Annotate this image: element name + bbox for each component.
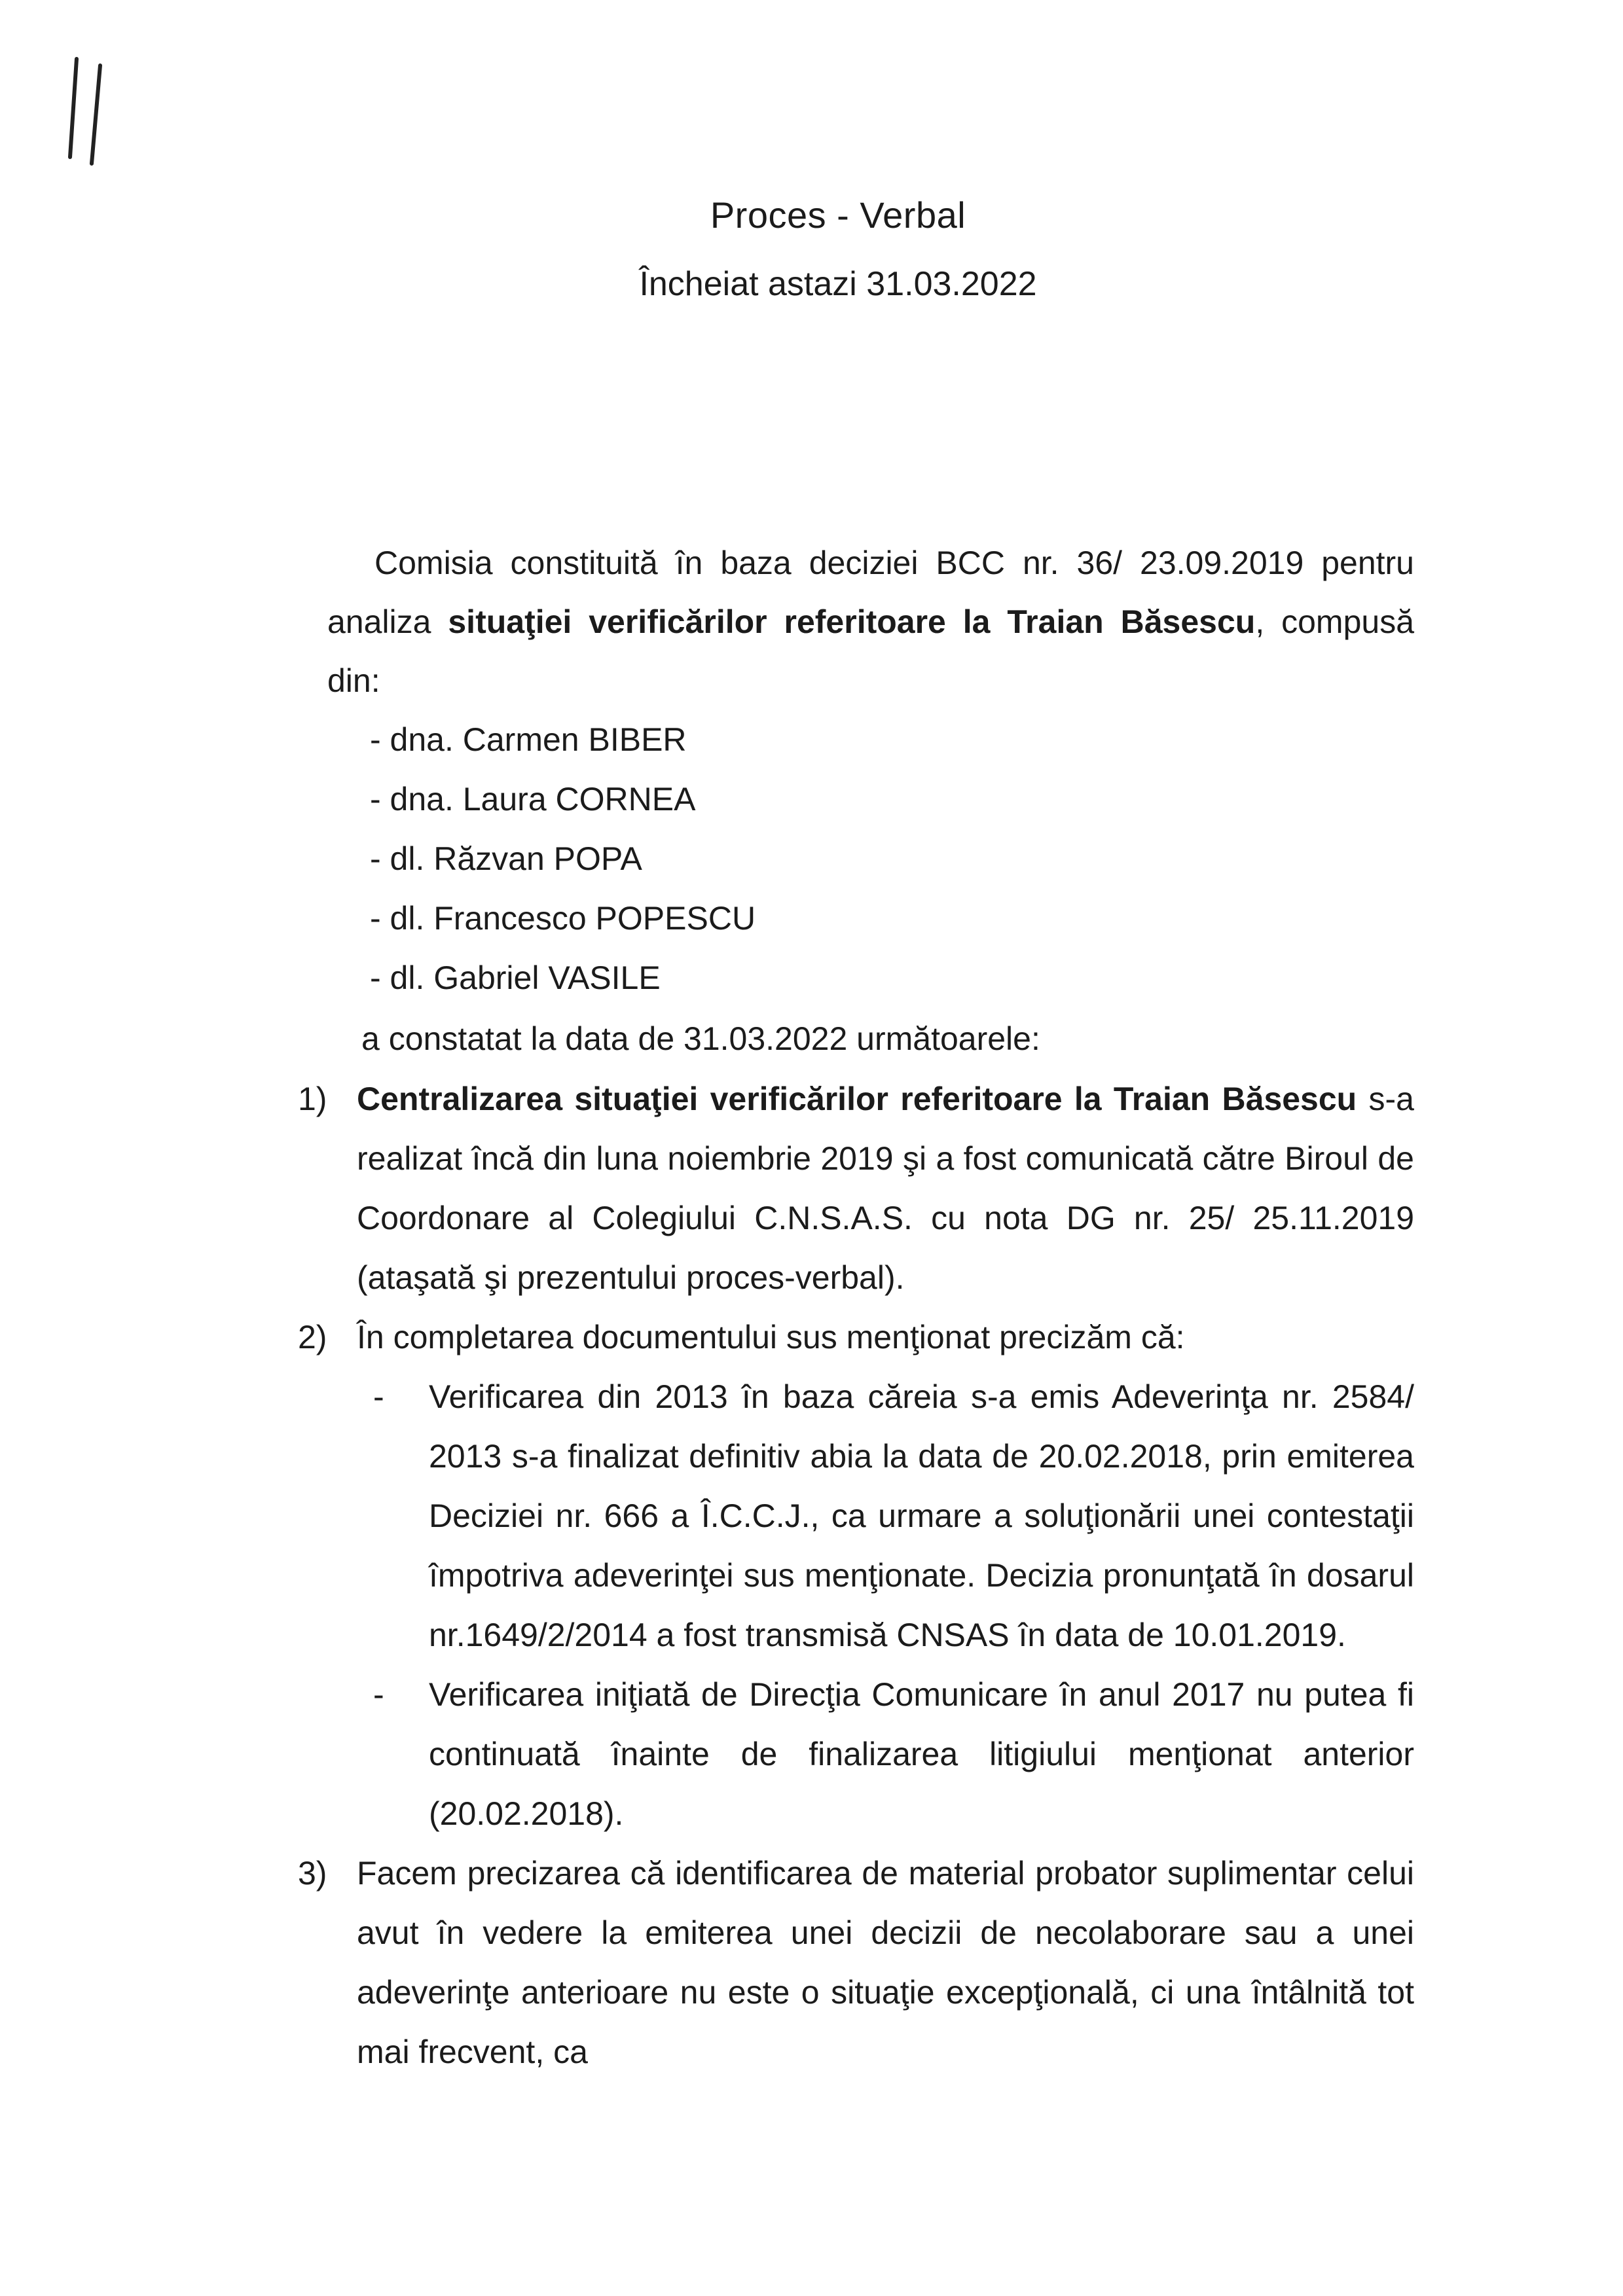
document-body: [298, 533, 1415, 2082]
document-date-line: Încheiat astazi 31.03.2022: [639, 265, 1037, 303]
item-number: 1): [298, 1081, 327, 1117]
item-bold-text: Centralizarea situaţiei verificărilor referitoare la Traian Băsescu: [357, 1081, 1357, 1117]
item-number: 2): [298, 1319, 327, 1355]
member-item: - dna. Carmen BIBER: [370, 721, 687, 758]
sub-item: - Verificarea din 2013 în baza căreia s-a emis Adeverinţa nr. 2584/ 2013 s-a finalizat definitiv abia la data de 20.02.2018, prin emiterea Deciziei nr. 666 a Î.C.C.J., ca urmare a soluţionării unei contestaţii împotriva adeverinţei sus menţionate. Decizia pronunţată în dosarul nr.1649/2/2014 a fost transmisă CNSAS în data de 10.01.2019.: [357, 1367, 1414, 1665]
member-item: - dl. Gabriel VASILE: [370, 960, 661, 996]
finding-item-3: 3) Facem precizarea că identificarea de material probator suplimentar celui avut în vedere la emiterea unei decizii de necolaborare sau a unei adeverinţe anterioare nu este o situaţie excepţională, ci una întâlnită tot mai frecvent, ca: [327, 1844, 1414, 2082]
handwritten-slash-mark: [62, 52, 121, 170]
finding-sub-list: [357, 1367, 1414, 1844]
dash-bullet: -: [373, 1676, 384, 1713]
conclusion-line: a constatat la data de 31.03.2022 următoarele:: [361, 1020, 1040, 1057]
intro-paragraph: Comisia constituită în baza deciziei BCC nr. 36/ 23.09.2019 pentru analiza situaţiei verificărilor referitoare la Traian Băsescu, compusă din:: [327, 545, 1415, 699]
intro-bold-subject: situaţiei verificărilor referitoare la Traian Băsescu: [448, 603, 1256, 640]
findings-list: [298, 1069, 1414, 2082]
document-title: Proces - Verbal: [710, 194, 966, 236]
item-number: 3): [298, 1855, 327, 1892]
finding-item-2: 2) În completarea documentului sus menţionat precizăm că: - Verificarea din 2013 în baza căreia s-a emis Adeverinţa nr. 2584/ 2013 s-a finalizat definitiv abia la data de 20.02.2018, prin emiterea Deciziei nr. 666 a Î.C.C.J., ca urmare a soluţionării unei contestaţii împotriva adeverinţei sus menţionate. Decizia pronunţată în dosarul nr.1649/2/2014 a fost transmisă CNSAS în data de 10.01.2019. - Verificarea iniţiată de Direcţia Comunicare în anul 2017 nu putea fi continuată înainte de finalizarea litigiului menţionat anterior (20.02.2018).: [327, 1308, 1414, 1844]
member-item: - dl. Răzvan POPA: [370, 840, 642, 877]
finding-item-1: 1) Centralizarea situaţiei verificărilor referitoare la Traian Băsescu s-a realizat încă din luna noiembrie 2019 şi a fost comunicată către Biroul de Coordonare al Colegiului C.N.S.A.S. cu nota DG nr. 25/ 25.11.2019 (ataşată şi prezentului proces-verbal).: [327, 1069, 1414, 1308]
dash-bullet: -: [373, 1378, 384, 1415]
member-item: - dna. Laura CORNEA: [370, 781, 696, 817]
member-item: - dl. Francesco POPESCU: [370, 900, 756, 937]
commission-members-list: [327, 710, 1414, 1008]
sub-item: - Verificarea iniţiată de Direcţia Comunicare în anul 2017 nu putea fi continuată înainte de finalizarea litigiului menţionat anterior (20.02.2018).: [357, 1665, 1414, 1844]
